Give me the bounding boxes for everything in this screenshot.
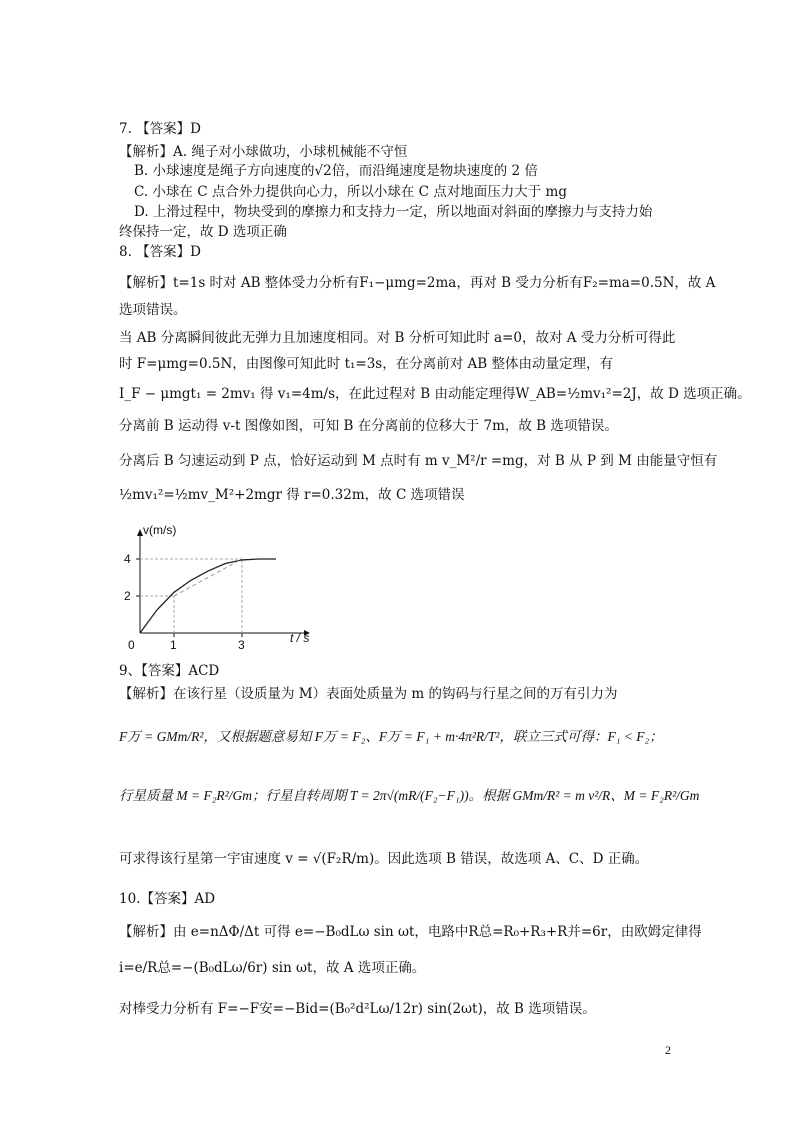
q7-option-b: B. 小球速度是绳子方向速度的√2倍，而沿绳速度是物块速度的 2 倍	[134, 163, 538, 179]
q8-line-6: 分离前 B 运动得 v-t 图像如图，可知 B 在分离前的位移大于 7m，故 B 选项错误。	[119, 418, 618, 434]
q9-line-1: 【解析】在该行星（设质量为 M）表面处质量为 m 的钩码与行星之间的万有引力为	[119, 686, 618, 702]
q8-line-2: 选项错误。	[119, 302, 187, 318]
q8-line-3: 当 AB 分离瞬间彼此无弹力且加速度相同。对 B 分析可知此时 a=0，故对 A 受力分析可得此	[119, 330, 676, 346]
axes	[137, 529, 310, 636]
x-axis-label: t / s	[290, 631, 310, 645]
q10-answer: 10.【答案】AD	[119, 891, 216, 907]
q7-option-a: 【解析】A. 绳子对小球做功，小球机械能不守恒	[119, 144, 408, 160]
q9-answer: 9、【答案】ACD	[119, 663, 220, 679]
series-line-dashed	[174, 559, 242, 596]
q10-line-1: 【解析】由 e=nΔΦ/Δt 可得 e=−B₀dLω sin ωt，电路中R总=R₀+R₃+R并=6r，由欧姆定律得	[119, 924, 702, 940]
q7-option-d-line1: D. 上滑过程中，物块受到的摩擦力和支持力一定，所以地面对斜面的摩擦力与支持力始	[134, 204, 653, 220]
chart-layer	[124, 552, 276, 650]
x-tick-label-1: 1	[170, 638, 177, 650]
q7-answer: 7. 【答案】D	[119, 121, 201, 137]
q8-line-4: 时 F=μmg=0.5N，由图像可知此时 t₁=3s，在分离前对 AB 整体由动量定理，有	[119, 356, 613, 372]
y-tick-label-2: 2	[124, 589, 131, 603]
q10-line-3: 对棒受力分析有 F=−F安=−Bid=(B₀²d²Lω/12r) sin(2ωt)，故 B 选项错误。	[119, 1001, 596, 1017]
x-tick-label-3: 3	[238, 638, 245, 650]
q8-line-8: ½mv₁²=½mv_M²+2mgr 得 r=0.32m，故 C 选项错误	[119, 487, 465, 503]
q9-line-4: 可求得该行星第一宇宙速度 v = √(F₂R/m)。因此选项 B 错误，故选项 A、C、D 正确。	[119, 851, 649, 867]
q8-line-7: 分离后 B 匀速运动到 P 点，恰好运动到 M 点时有 m v_M²/r =mg，对 B 从 P 到 M 由能量守恒有	[119, 453, 718, 469]
q7-option-d-line2: 终保持一定，故 D 选项正确	[119, 224, 287, 240]
x-tick-label-0: 0	[128, 638, 135, 650]
y-axis-label: v(m/s)	[143, 523, 177, 537]
q8-line-1: 【解析】t=1s 时对 AB 整体受力分析有F₁−μmg=2ma，再对 B 受力分析有F₂=ma=0.5N，故 A	[119, 275, 716, 291]
q9-line-2: F万 = GMm/R²，又根据题意易知 F万 = F₂、F万 = F₁ + m·4π²R/T²，联立三式可得：F₁ < F₂；	[119, 729, 663, 744]
q7-option-c: C. 小球在 C 点合外力提供向心力，所以小球在 C 点对地面压力大于 mg	[134, 184, 567, 200]
q9-line-3: 行星质量 M = F₂R²/Gm；行星自转周期 T = 2π√(mR/(F₂−F₁))。根据 GMm/R² = m v²/R、M = F₂R²/Gm	[119, 788, 700, 803]
page-number: 2	[665, 1043, 671, 1057]
vt-chart	[114, 520, 324, 650]
q10-line-2: i=e/R总=−(B₀dLω/6r) sin ωt，故 A 选项正确。	[119, 960, 426, 976]
q8-answer: 8. 【答案】D	[119, 244, 201, 260]
q8-line-5: I_F − μmgt₁ = 2mv₁ 得 v₁=4m/s，在此过程对 B 由动能定理得W_AB=½mv₁²=2J，故 D 选项正确。	[119, 386, 751, 402]
y-tick-label-4: 4	[124, 552, 131, 566]
